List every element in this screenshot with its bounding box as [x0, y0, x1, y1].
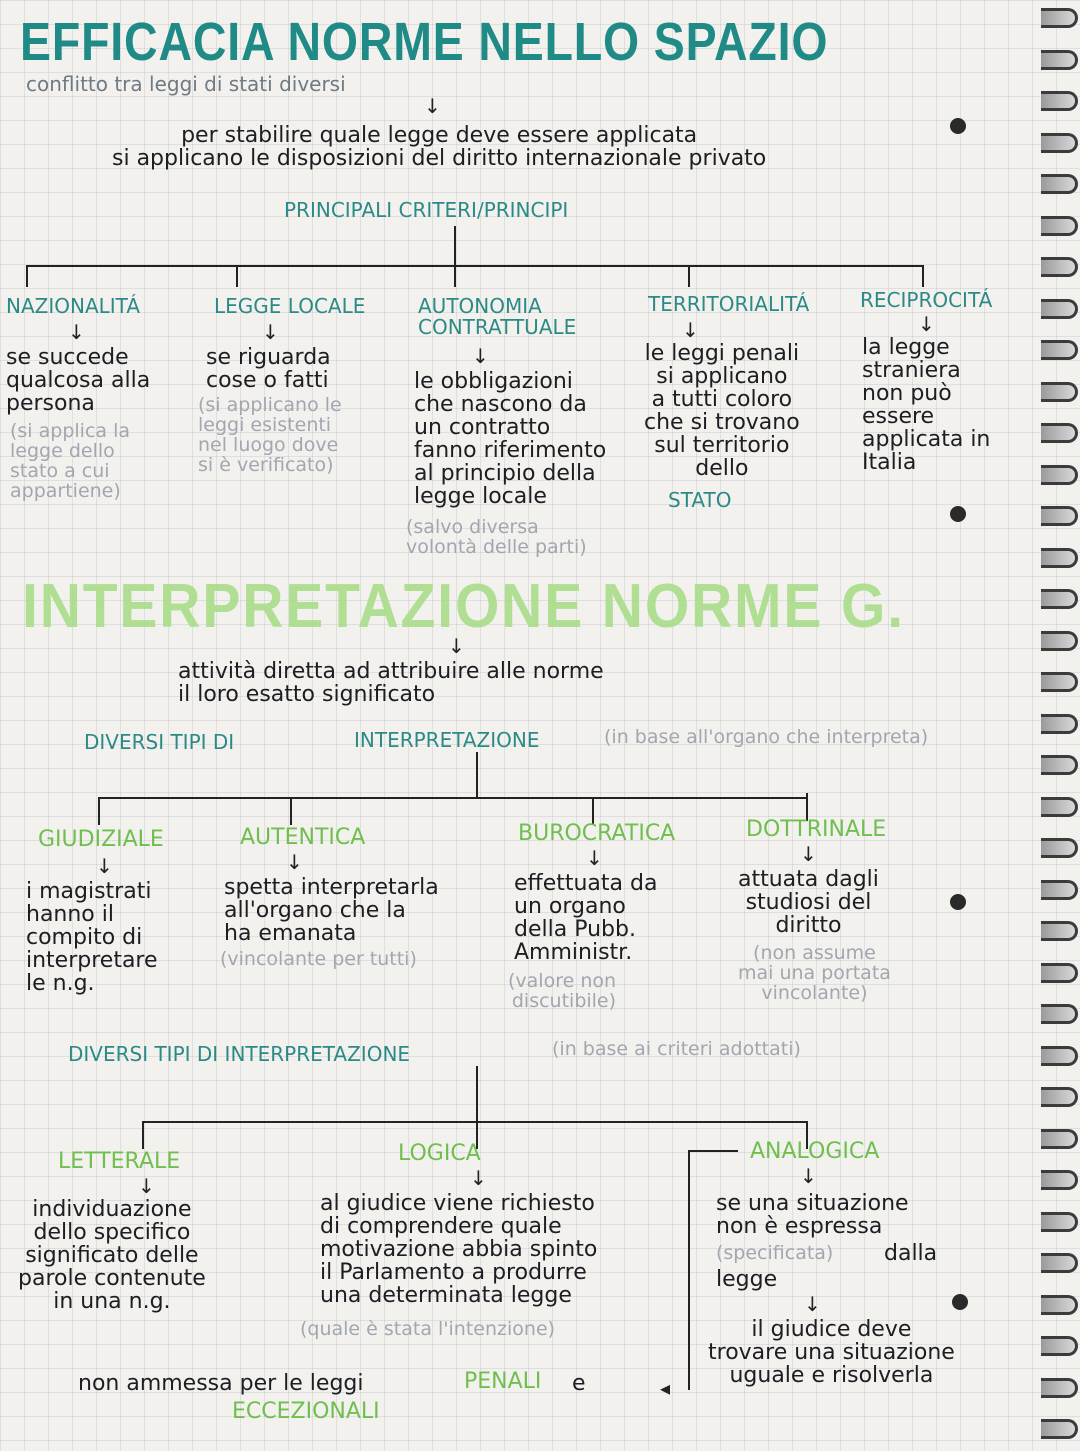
binding-ring	[1041, 755, 1078, 775]
binding-ring	[1041, 8, 1078, 28]
binding-ring	[1041, 174, 1078, 194]
arrow-down-icon: ↓	[448, 634, 465, 658]
spiral-binding	[1036, 0, 1080, 1451]
footer-text: non ammessa per le leggi	[78, 1371, 364, 1396]
punch-hole	[950, 118, 966, 134]
tree-connector	[236, 265, 238, 287]
type-text: effettuata da un organo della Pubb. Amministr.	[514, 871, 658, 966]
binding-ring	[1041, 506, 1078, 526]
punch-hole	[950, 894, 966, 910]
type-label: LOGICA	[398, 1141, 481, 1166]
criterion-text: le obbligazioni che nascono da un contratto fanno riferimento al principio della legge locale	[414, 369, 607, 510]
type-text-c: legge	[716, 1267, 778, 1292]
type-result: il giudice deve trovare una situazione uguale e risolverla	[708, 1317, 955, 1389]
arrow-down-icon: ↓	[918, 312, 935, 336]
arrow-down-icon: ↓	[262, 320, 279, 344]
criterion-note: (si applicano le leggi esistenti nel luogo dove si è verificato)	[198, 394, 342, 476]
type-label: BUROCRATICA	[518, 821, 676, 846]
criterion-label: RECIPROCITÁ	[860, 288, 993, 312]
binding-ring	[1041, 880, 1078, 900]
arrow-down-icon: ↓	[424, 94, 441, 118]
binding-ring	[1041, 631, 1078, 651]
type-text: individuazione dello specifico significato delle parole contenute in una n.g.	[18, 1197, 206, 1315]
binding-ring	[1041, 963, 1078, 983]
footer-highlight-b: ECCEZIONALI	[232, 1399, 380, 1424]
criterion-text: la legge straniera non può essere applicata in Italia	[862, 335, 991, 476]
arrow-down-icon: ↓	[804, 1292, 821, 1316]
binding-ring	[1041, 1046, 1078, 1066]
arrow-down-icon: ↓	[68, 320, 85, 344]
punch-hole	[952, 1294, 968, 1310]
binding-ring	[1041, 1253, 1078, 1273]
binding-ring	[1041, 1336, 1078, 1356]
tree-connector	[142, 1121, 808, 1123]
criterion-label: AUTONOMIA CONTRATTUALE	[418, 294, 577, 339]
binding-ring	[1041, 1170, 1078, 1190]
binding-ring	[1041, 133, 1078, 153]
binding-ring	[1041, 1419, 1078, 1439]
type-text-b: dalla	[884, 1241, 938, 1266]
criterion-text: se riguarda cose o fatti	[206, 345, 331, 394]
subtitle: conflitto tra leggi di stati diversi	[26, 72, 346, 96]
type-note: (valore non discutibile)	[508, 970, 617, 1012]
arrow-down-icon: ↓	[470, 1166, 487, 1190]
binding-ring	[1041, 797, 1078, 817]
type-label: ANALOGICA	[750, 1139, 880, 1164]
arrow-down-icon: ↓	[800, 1164, 817, 1188]
criterion-label: LEGGE LOCALE	[214, 294, 366, 318]
binding-ring	[1041, 299, 1078, 319]
binding-ring	[1041, 465, 1078, 485]
arrow-down-icon: ↓	[472, 344, 489, 368]
types-heading-note: (in base all'organo che interpreta)	[604, 726, 929, 748]
types2-heading: DIVERSI TIPI DI INTERPRETAZIONE	[68, 1042, 411, 1066]
binding-ring	[1041, 921, 1078, 941]
bracket-connector	[688, 1150, 738, 1152]
criterion-text: le leggi penali si applicano a tutti coloro che si trovano sul territorio dello	[644, 341, 800, 482]
types-heading: DIVERSI TIPI DI	[84, 730, 235, 754]
arrow-down-icon: ↓	[800, 842, 817, 866]
arrow-down-icon: ↓	[286, 850, 303, 874]
type-text: spetta interpretarla all'organo che la ha emanata	[224, 875, 439, 947]
binding-ring	[1041, 216, 1078, 236]
type-note: (non assume mai una portata vincolante)	[738, 942, 891, 1004]
tree-connector	[688, 265, 690, 287]
criterion-note: STATO	[668, 488, 732, 512]
binding-ring	[1041, 50, 1078, 70]
tree-connector	[26, 265, 924, 267]
tree-connector	[290, 797, 292, 825]
binding-ring	[1041, 257, 1078, 277]
binding-ring	[1041, 1295, 1078, 1315]
binding-ring	[1041, 1129, 1078, 1149]
section-title: INTERPRETAZIONE NORME G.	[22, 572, 905, 641]
type-text: al giudice viene richiesto di comprendere quale motivazione abbia spinto il Parlamento a produrre una determinata legge	[320, 1191, 598, 1309]
arrow-left-icon: ◂	[660, 1376, 671, 1400]
criterion-label: NAZIONALITÁ	[6, 294, 141, 318]
tree-connector	[98, 797, 808, 799]
tree-connector	[476, 752, 478, 798]
type-text: i magistrati hanno il compito di interpretare le n.g.	[26, 879, 158, 997]
binding-ring	[1041, 1087, 1078, 1107]
criteria-heading: PRINCIPALI CRITERI/PRINCIPI	[284, 198, 569, 222]
type-label: GIUDIZIALE	[38, 827, 164, 852]
tree-connector	[922, 265, 924, 287]
tree-connector	[142, 1121, 144, 1149]
arrow-down-icon: ↓	[138, 1174, 155, 1198]
intro-text: per stabilire quale legge deve essere applicata si applicano le disposizioni del diritto internazionale privato	[112, 123, 767, 172]
binding-ring	[1041, 548, 1078, 568]
punch-hole	[950, 506, 966, 522]
type-note: (quale è stata l'intenzione)	[300, 1318, 556, 1340]
arrow-down-icon: ↓	[96, 854, 113, 878]
binding-ring	[1041, 1378, 1078, 1398]
criterion-label: TERRITORIALITÁ	[648, 292, 810, 316]
criterion-text: se succede qualcosa alla persona	[6, 345, 151, 417]
binding-ring	[1041, 1212, 1078, 1232]
type-text: attuata dagli studiosi del diritto	[738, 867, 879, 939]
binding-ring	[1041, 714, 1078, 734]
binding-ring	[1041, 91, 1078, 111]
tree-connector	[454, 226, 456, 266]
type-text: se una situazione non è espressa	[716, 1191, 909, 1240]
types2-heading-note: (in base ai criteri adottati)	[552, 1038, 801, 1060]
type-label: LETTERALE	[58, 1149, 181, 1174]
binding-ring	[1041, 672, 1078, 692]
criterion-note: (salvo diversa volontà delle parti)	[406, 516, 587, 558]
tree-connector	[454, 265, 456, 287]
type-label: DOTTRINALE	[746, 817, 887, 842]
tree-connector	[98, 797, 100, 825]
binding-ring	[1041, 382, 1078, 402]
arrow-down-icon: ↓	[586, 846, 603, 870]
tree-connector	[476, 1066, 478, 1122]
criterion-note: (si applica la legge dello stato a cui appartiene)	[10, 420, 131, 502]
type-label: AUTENTICA	[240, 825, 366, 850]
arrow-down-icon: ↓	[682, 318, 699, 342]
binding-ring	[1041, 838, 1078, 858]
binding-ring	[1041, 423, 1078, 443]
definition-text: attività diretta ad attribuire alle norme il loro esatto significato	[178, 659, 604, 708]
binding-ring	[1041, 340, 1078, 360]
binding-ring	[1041, 589, 1078, 609]
types-heading-b: INTERPRETAZIONE	[354, 728, 540, 752]
type-note: (vincolante per tutti)	[220, 948, 417, 970]
bracket-connector	[688, 1150, 690, 1390]
footer-highlight: PENALI	[464, 1369, 542, 1394]
type-note: (specificata)	[716, 1242, 834, 1264]
page-title: EFFICACIA NORME NELLO SPAZIO	[20, 12, 829, 72]
binding-ring	[1041, 1004, 1078, 1024]
footer-text-e: e	[572, 1371, 586, 1396]
tree-connector	[26, 265, 28, 287]
